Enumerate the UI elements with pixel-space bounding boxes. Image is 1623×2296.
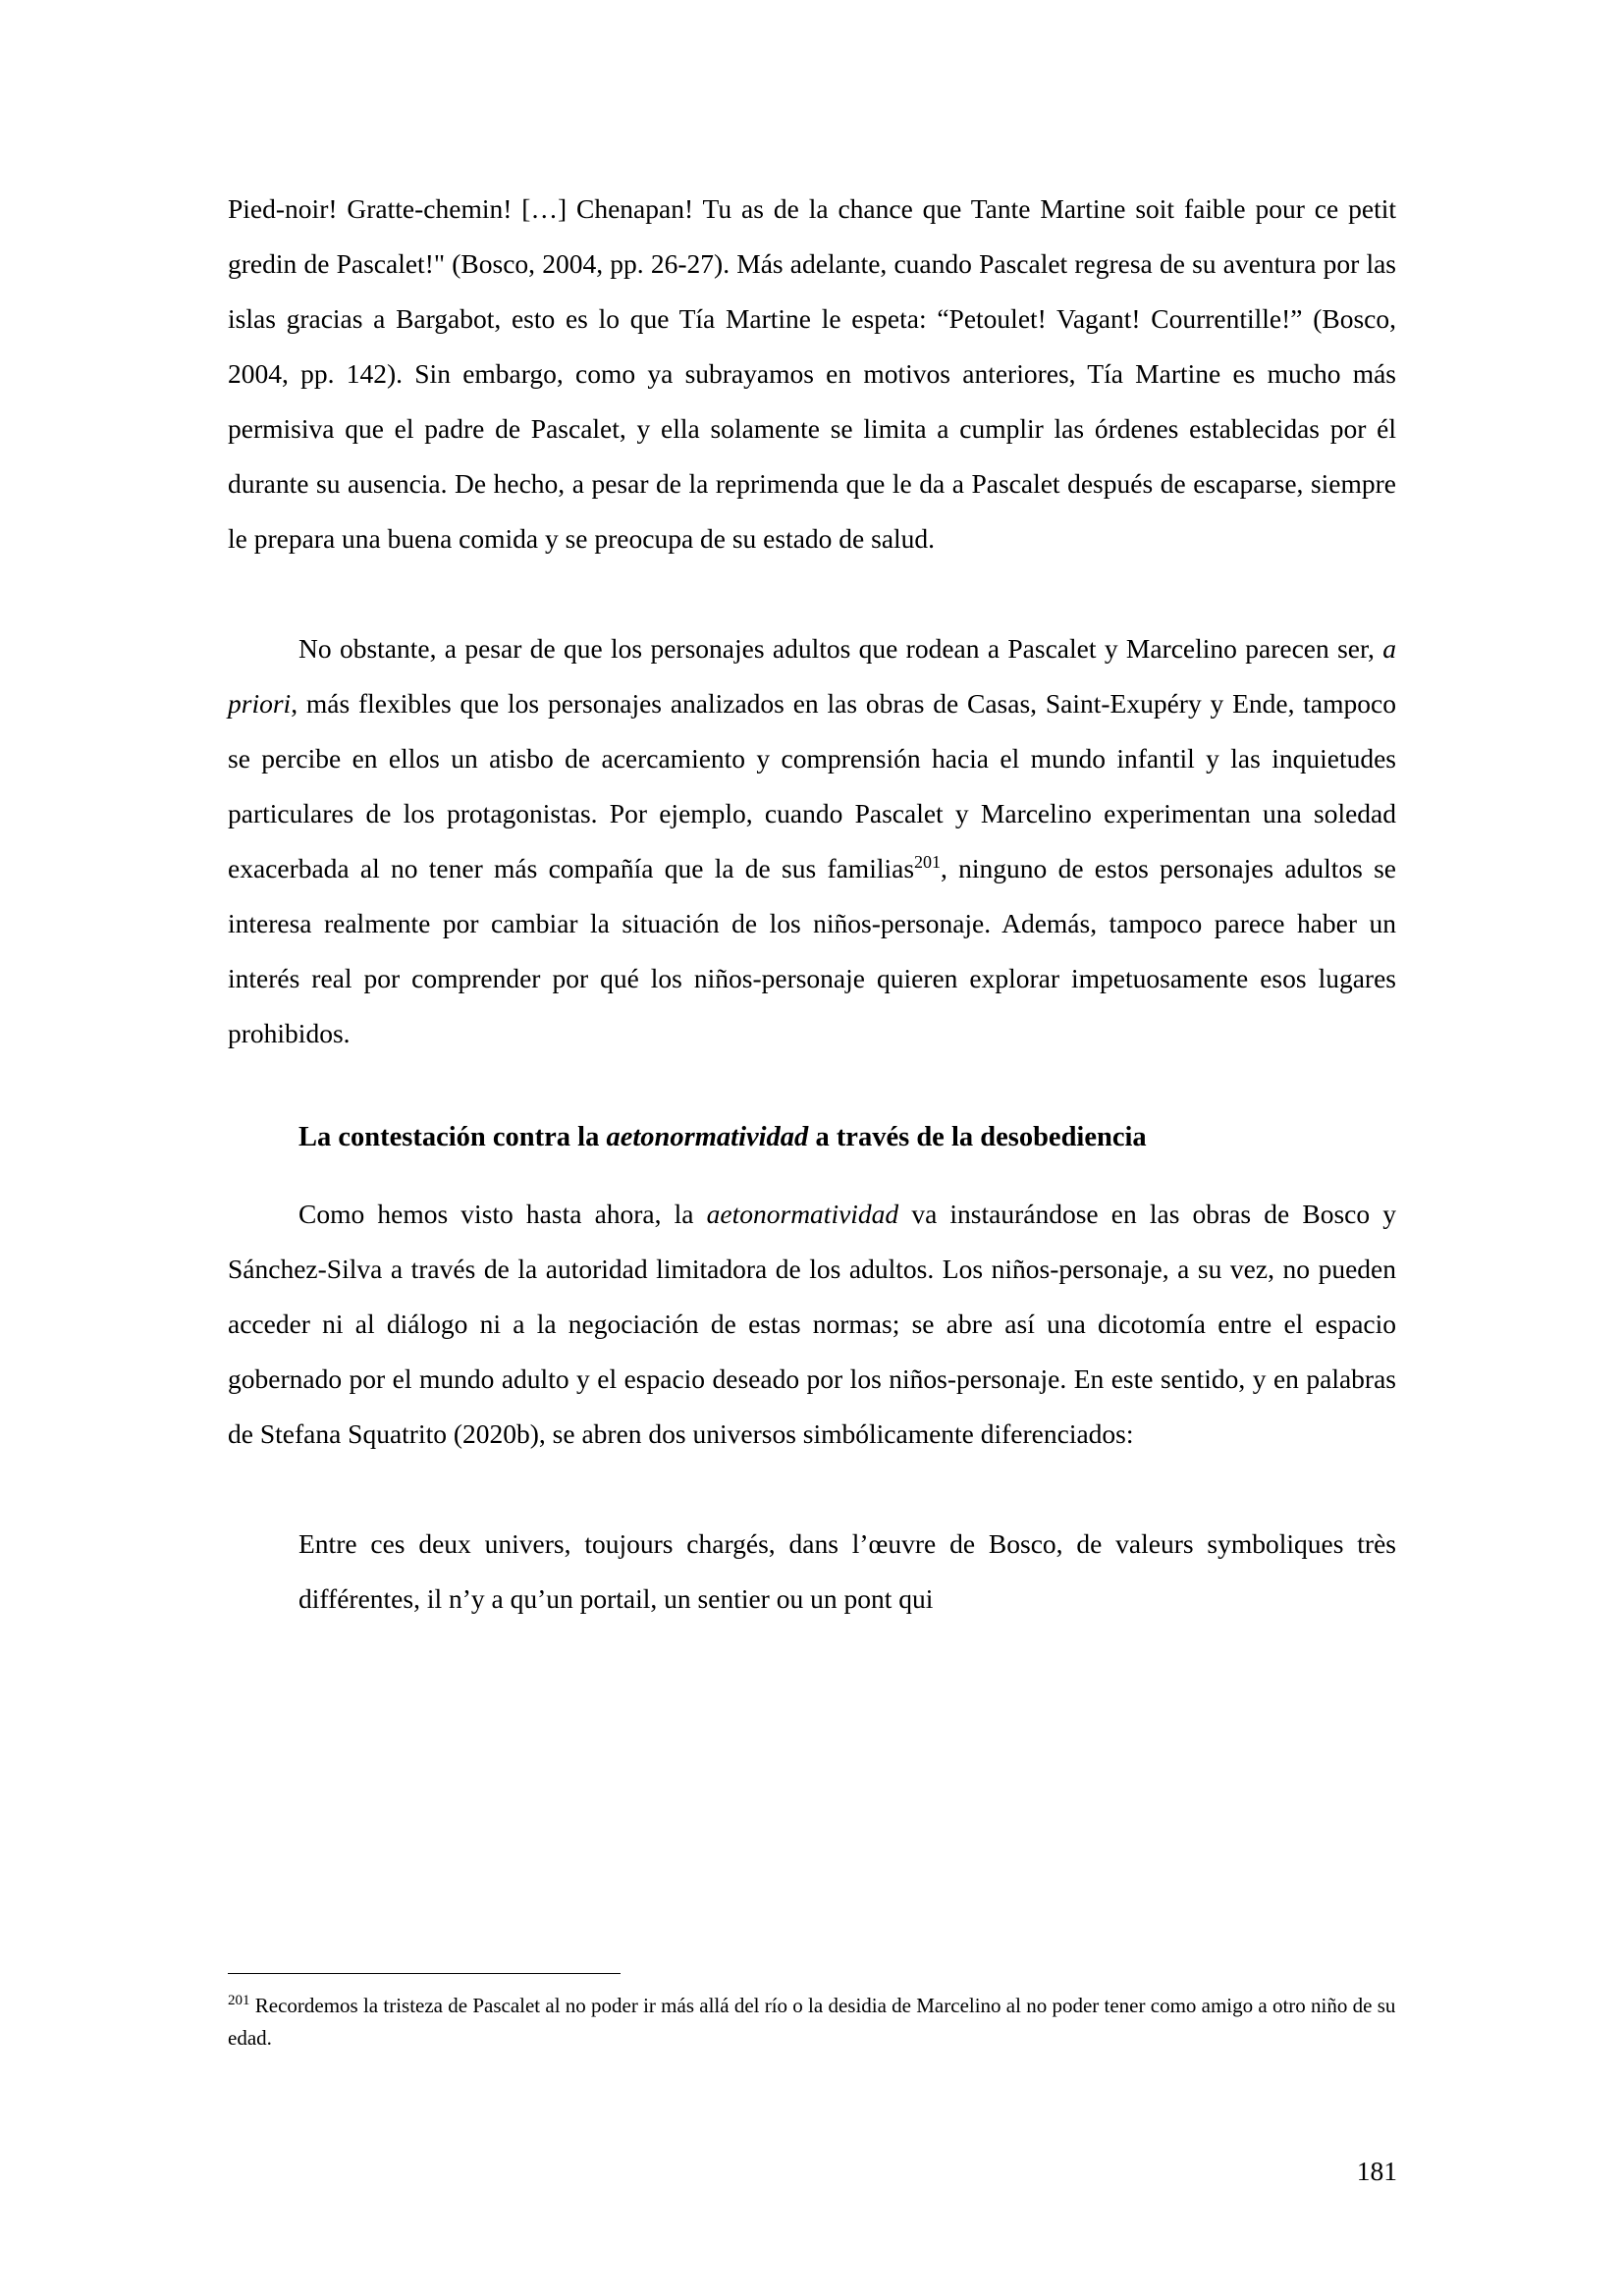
italic-a-priori: a priori — [228, 633, 1396, 719]
section-heading — [228, 1116, 1396, 1159]
paragraph3-part1: Como hemos visto hasta ahora, la — [298, 1199, 707, 1229]
footnote-separator — [228, 1973, 621, 1974]
heading-part1: La contestación contra la — [298, 1122, 607, 1152]
footnote-201 — [228, 1990, 1396, 2055]
heading-part2: a través de la desobediencia — [808, 1122, 1147, 1152]
paragraph-text-part1: No obstante, a pesar de que los personajes adultos que rodean a Pascalet y Marcelino parecen ser, — [298, 633, 1383, 664]
footnote-number: 201 — [228, 1993, 250, 2008]
post-heading-spacer — [228, 1159, 1396, 1187]
paragraph-spacer — [228, 566, 1396, 621]
heading-spacer — [228, 1061, 1396, 1116]
page-number: 181 — [1356, 2156, 1397, 2186]
footnote-body: Recordemos la tristeza de Pascalet al no poder ir más allá del río o la desidia de Marcelino al no poder tener como amigo a otro niño de su edad. — [228, 1994, 1396, 2050]
italic-aetonormatividad: aetonormatividad — [706, 1199, 899, 1229]
footnote-area — [228, 1973, 1396, 2055]
paragraph3-part2: va instaurándose en las obras de Bosco y Sánchez-Silva a través de la autoridad limitadora de los adultos. Los niños-personaje, a su vez, no pueden acceder ni al diálogo ni a la negociación de estas normas; se abre así una dicotomía entre el espacio gobernado por el mundo adulto y el espacio deseado por los niños-personaje. En este sentido, y en palabras de Stefana Squatrito (2020b), se abren dos universos simbólicamente diferenciados: — [228, 1199, 1396, 1449]
footnote-reference-201[interactable]: 201 — [914, 851, 942, 872]
paragraph-text-part3: , ninguno de estos personajes adultos se interesa realmente por cambiar la situación de los niños-personaje. Además, tampoco parece haber un interés real por comprender por qué los niños-personaje quieren explorar impetuosamente esos lugares prohibidos. — [228, 853, 1396, 1048]
blockquote-spacer — [228, 1462, 1396, 1517]
page-content — [228, 182, 1396, 1627]
paragraph-como-hemos-visto — [228, 1187, 1396, 1462]
paragraph-continuation: Pied-noir! Gratte-chemin! […] Chenapan! Tu as de la chance que Tante Martine soit faible pour ce petit gredin de Pascalet!" (Bosco, 2004, pp. 26-27). Más adelante, cuando Pascalet regresa de su aventura por las islas gracias a Bargabot, esto es lo que Tía Martine le espeta: “Petoulet! Vagant! Courrentille!” (Bosco, 2004, pp. 142). Sin embargo, como ya subrayamos en motivos anteriores, Tía Martine es mucho más permisiva que el padre de Pascalet, y ella solamente se limita a cumplir las órdenes establecidas por él durante su ausencia. De hecho, a pesar de la reprimenda que le da a Pascalet después de escaparse, siempre le prepara una buena comida y se preocupa de su estado de salud. — [228, 193, 1396, 554]
blockquote-squatrito: Entre ces deux univers, toujours chargés, dans l’œuvre de Bosco, de valeurs symboliques très différentes, il n’y a qu’un portail, un sentier ou un pont qui — [298, 1528, 1396, 1614]
paragraph-text-part2: , más flexibles que los personajes analizados en las obras de Casas, Saint-Exupéry y Ende, tampoco se percibe en ellos un atisbo de acercamiento y comprensión hacia el mundo infantil y las inquietudes particulares de los protagonistas. Por ejemplo, cuando Pascalet y Marcelino experimentan una soledad exacerbada al no tener más compañía que la de sus familias — [228, 688, 1396, 883]
paragraph-no-obstante — [228, 621, 1396, 1061]
heading-italic-aetonormatividad: aetonormatividad — [606, 1122, 809, 1152]
